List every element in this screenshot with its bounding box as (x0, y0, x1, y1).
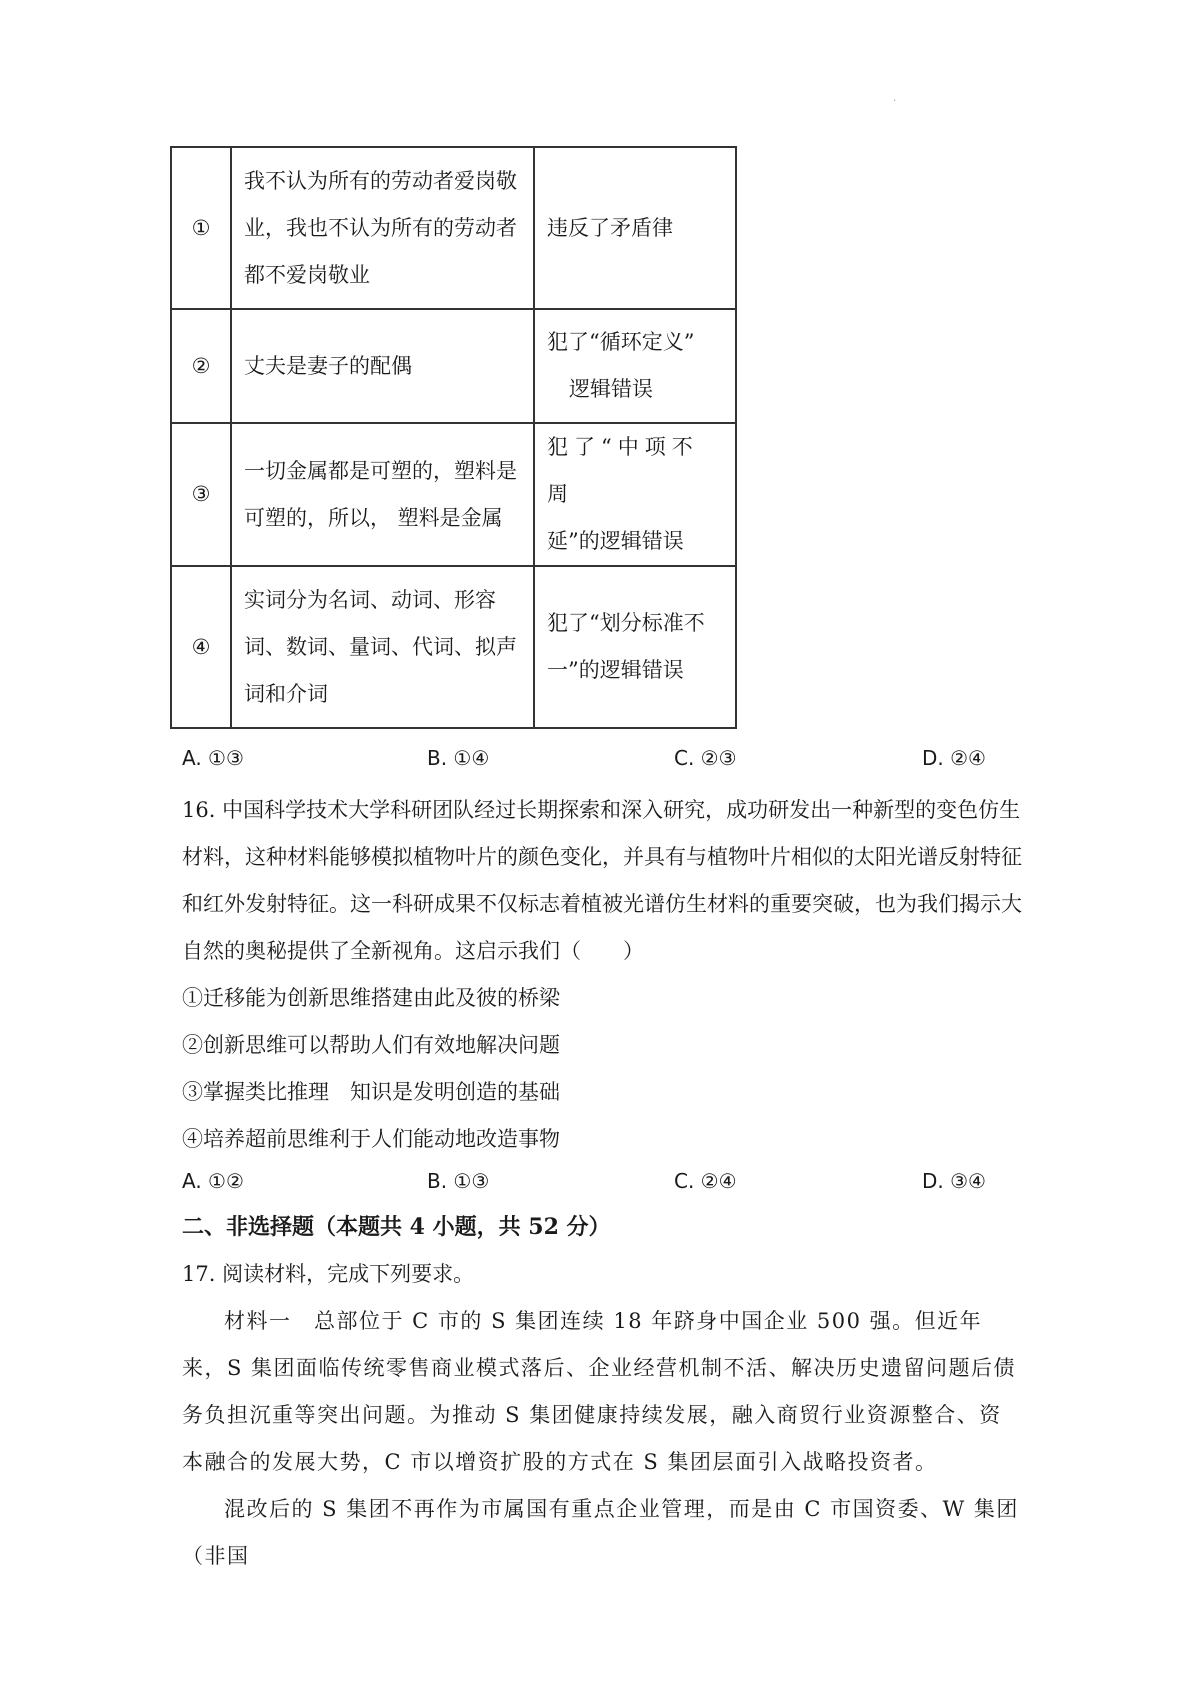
row-judgement: 违反了矛盾律 (534, 147, 736, 309)
judgement-line: 犯了“循环定义” (547, 330, 695, 354)
option-c: C. ②③ (674, 746, 737, 770)
row-judgement (534, 309, 736, 423)
judgement-line: 一”的逻辑错误 (547, 658, 684, 682)
table-row (171, 309, 736, 423)
table-row (171, 147, 736, 309)
q16-stem: 16. 中国科学技术大学科研团队经过长期探索和深入研究，成功研发出一种新型的变色仿生材料，这种材料能够模拟植物叶片的颜色变化，并具有与植物叶片相似的太阳光谱反射特征和红外发射特征。这一科研成果不仅标志着植被光谱仿生材料的重要突破，也为我们揭示大自然的奥秘提供了全新视角。这启示我们（ ） (182, 798, 1022, 963)
q16-item-3: ③掌握类比推理 知识是发明创造的基础 (182, 1080, 560, 1104)
page-mark: · (893, 96, 897, 107)
row-statement: 丈夫是妻子的配偶 (231, 309, 534, 423)
option-a: A. ①③ (182, 746, 244, 770)
logic-error-table (170, 146, 737, 729)
option-d: D. ②④ (922, 746, 986, 770)
section-heading: 二、非选择题（本题共 4 小题，共 52 分） (182, 1214, 611, 1240)
table-row (171, 423, 736, 566)
q17-material-1: 材料一 总部位于 C 市的 S 集团连续 18 年跻身中国企业 500 强。但近年来，S 集团面临传统零售商业模式落后、企业经营机制不活、解决历史遗留问题后债务负担沉重等突出问题。为推动 S 集团健康持续发展，融入商贸行业资源整合、资本融合的发展大势，C 市以增资扩股的方式在 S 集团层面引入战略投资者。 (182, 1309, 1017, 1474)
judgement-line: 逻辑错误 (569, 377, 653, 401)
judgement-line: 延”的逻辑错误 (547, 529, 684, 553)
option-b: B. ①③ (427, 1169, 490, 1193)
q16-item-4: ④培养超前思维利于人们能动地改造事物 (182, 1127, 560, 1151)
judgement-line: 犯了“划分标准不 (547, 611, 705, 635)
option-c: C. ②④ (674, 1169, 737, 1193)
judgement-line: 犯了“中项不周 (547, 435, 699, 506)
row-number: ② (171, 309, 231, 423)
row-judgement (534, 566, 736, 728)
option-d: D. ③④ (922, 1169, 986, 1193)
q17-stem: 17. 阅读材料，完成下列要求。 (182, 1262, 475, 1286)
row-number: ① (171, 147, 231, 309)
q15-options (182, 740, 1042, 780)
q16-item-2: ②创新思维可以帮助人们有效地解决问题 (182, 1033, 560, 1057)
table-row (171, 566, 736, 728)
q16-item-1: ①迁移能为创新思维搭建由此及彼的桥梁 (182, 986, 560, 1010)
row-number: ③ (171, 423, 231, 566)
option-b: B. ①④ (427, 746, 490, 770)
option-a: A. ①② (182, 1169, 244, 1193)
row-judgement (534, 423, 736, 566)
q17-material-2: 混改后的 S 集团不再作为市属国有重点企业管理，而是由 C 市国资委、W 集团（非国 (182, 1497, 1019, 1568)
row-statement: 一切金属都是可塑的，塑料是可塑的，所以， 塑料是金属 (231, 423, 534, 566)
row-statement: 实词分为名词、动词、形容词、数词、量词、代词、拟声词和介词 (231, 566, 534, 728)
q16-options (182, 1163, 1042, 1203)
row-statement: 我不认为所有的劳动者爱岗敬业，我也不认为所有的劳动者都不爱岗敬业 (231, 147, 534, 309)
row-number: ④ (171, 566, 231, 728)
